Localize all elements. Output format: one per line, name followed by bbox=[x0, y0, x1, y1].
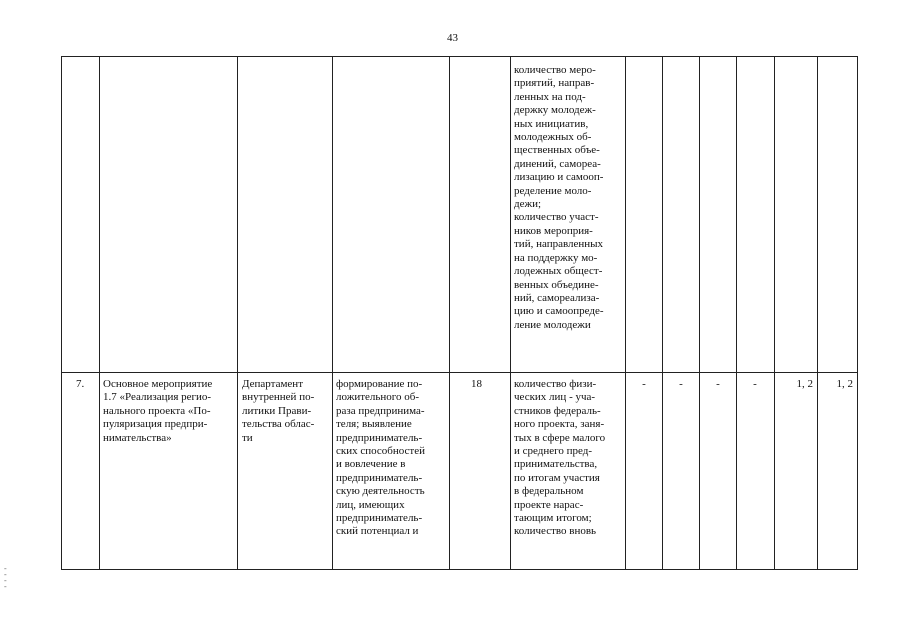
column-divider bbox=[774, 56, 775, 570]
term-cell: 18 bbox=[471, 378, 482, 390]
value-cell-1: - bbox=[642, 378, 646, 390]
indicators-cell: количество физи- ческих лиц - уча- стников федераль- ного проекта, заня- тых в сфере малого и среднего пред- принимательства, по итогам участия в федеральном проекте нарас- тающим итогом; количество вновь bbox=[514, 378, 606, 538]
row-divider bbox=[61, 372, 858, 373]
column-divider bbox=[237, 56, 238, 570]
row-number-7: 7. bbox=[76, 378, 85, 390]
column-divider bbox=[699, 56, 700, 570]
column-divider bbox=[510, 56, 511, 570]
column-divider bbox=[736, 56, 737, 570]
table-border bbox=[857, 56, 858, 570]
table-border bbox=[61, 56, 62, 570]
column-divider bbox=[817, 56, 818, 570]
value-cell-4: - bbox=[753, 378, 757, 390]
column-divider bbox=[625, 56, 626, 570]
value-cell-3: - bbox=[716, 378, 720, 390]
link-cell-2: 1, 2 bbox=[836, 378, 853, 390]
column-divider bbox=[662, 56, 663, 570]
indicators-cell-continued: количество меро- приятий, направ- ленных на под- держку молодеж- ных инициатив, молодежных об- щественных объе- динений, самореа- лизацию и самооп- ределение моло- дежи; количество участ- ников мероприя- тий, направленных на поддержку мо- лодежных общест- венных объедине- ний, самореализа- цию и самоопреде- ление молодежи bbox=[514, 64, 604, 331]
result-cell: формирование по- ложительного об- раза предпринима- теля; выявление предприниматель- ских способностей и вовлечение в предприниматель- скую деятельность лиц, имеющих предприниматель- ский потенциал и bbox=[336, 378, 426, 538]
program-table bbox=[61, 56, 858, 570]
activity-cell: Основное мероприятие 1.7 «Реализация регио- нального проекта «По- пуляризация предпри- нимательства» bbox=[103, 378, 213, 444]
scan-edge-mark: - - - - bbox=[4, 564, 7, 591]
table-border bbox=[61, 569, 858, 570]
table-border bbox=[61, 56, 858, 57]
executor-cell: Департамент внутренней по- литики Прави- тельства облас- ти bbox=[242, 378, 315, 444]
column-divider bbox=[99, 56, 100, 570]
link-cell-1: 1, 2 bbox=[796, 378, 813, 390]
page-number: 43 bbox=[447, 32, 458, 44]
column-divider bbox=[332, 56, 333, 570]
value-cell-2: - bbox=[679, 378, 683, 390]
column-divider bbox=[449, 56, 450, 570]
